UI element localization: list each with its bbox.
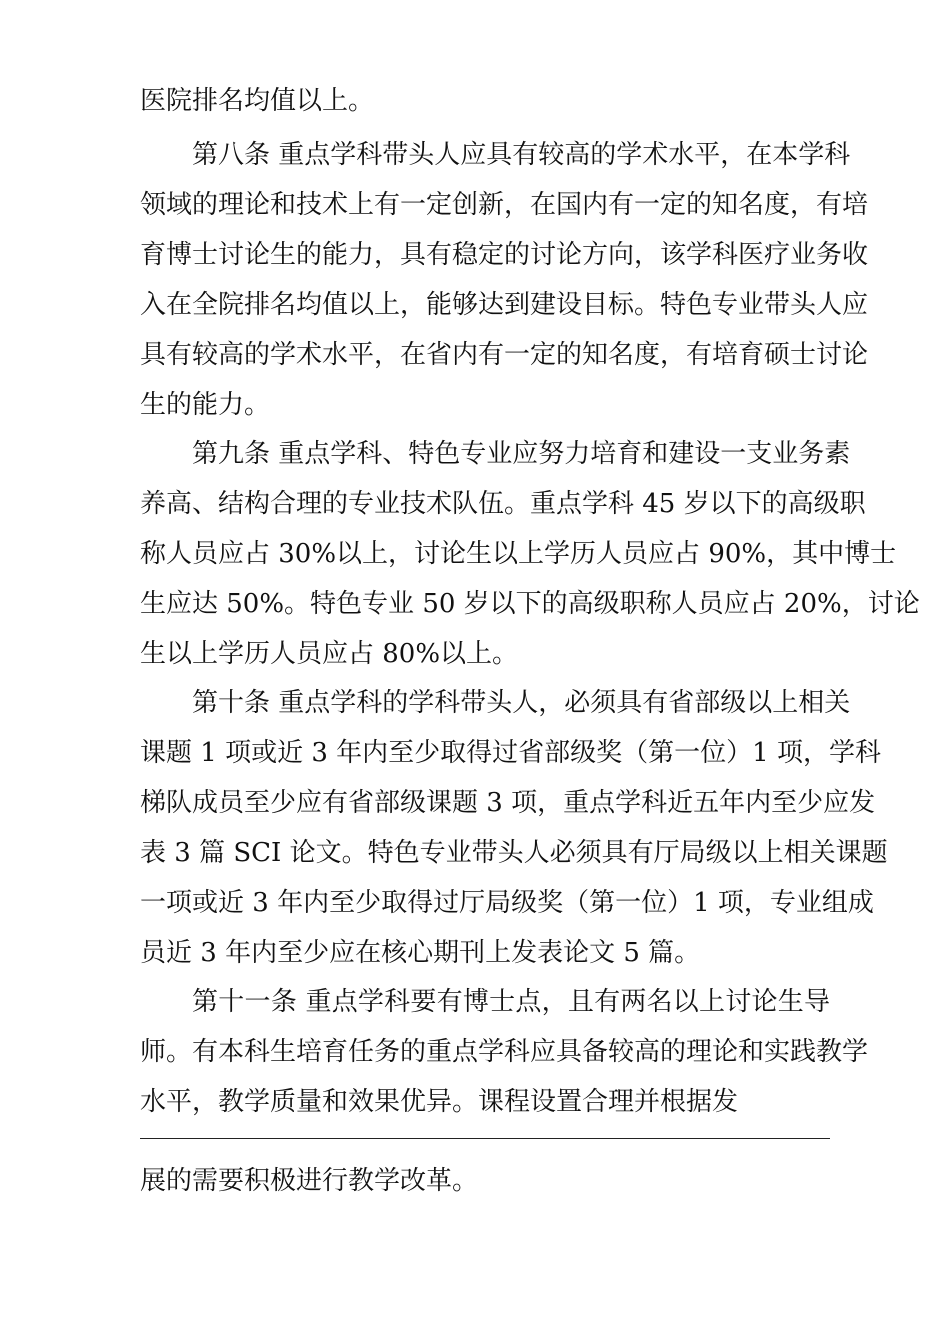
text-line: 梯队成员至少应有省部级课题 3 项，重点学科近五年内至少应发 [140,788,876,818]
text-line: 师。有本科生培育任务的重点学科应具备较高的理论和实践教学 [140,1037,869,1067]
article-11-heading-line: 第十一条 重点学科要有博士点，且有两名以上讨论生导 [192,987,830,1017]
text-line: 表 3 篇 SCI 论文。特色专业带头人必须具有厅局级以上相关课题 [140,838,888,868]
article-9-heading-line: 第九条 重点学科、特色专业应努力培育和建设一支业务素 [192,439,851,469]
text-line: 课题 1 项或近 3 年内至少取得过省部级奖（第一位）1 项，学科 [140,738,881,768]
text-line: 生的能力。 [140,390,271,420]
text-line: 养高、结构合理的专业技术队伍。重点学科 45 岁以下的高级职 [140,489,866,519]
text-line: 领域的理论和技术上有一定创新，在国内有一定的知名度，有培 [140,190,869,220]
text-line: 展的需要积极进行教学改革。 [140,1166,479,1196]
text-line: 生以上学历人员应占 80%以上。 [140,639,519,669]
text-line: 入在全院排名均值以上，能够达到建设目标。特色专业带头人应 [140,290,869,320]
text-line: 具有较高的学术水平，在省内有一定的知名度，有培育硕士讨论 [140,340,869,370]
text-line: 生应达 50%。特色专业 50 岁以下的高级职称人员应占 20%，讨论 [140,589,920,619]
text-line: 员近 3 年内至少应在核心期刊上发表论文 5 篇。 [140,938,701,968]
text-line: 医院排名均值以上。 [140,86,375,116]
text-line: 育博士讨论生的能力，具有稳定的讨论方向，该学科医疗业务收 [140,240,869,270]
text-line: 一项或近 3 年内至少取得过厅局级奖（第一位）1 项，专业组成 [140,888,874,918]
text-line: 水平，教学质量和效果优异。课程设置合理并根据发 [140,1087,739,1117]
text-line: 称人员应占 30%以上，讨论生以上学历人员应占 90%，其中博士 [140,539,897,569]
page-divider [140,1138,830,1139]
article-8-heading-line: 第八条 重点学科带头人应具有较高的学术水平，在本学科 [192,140,851,170]
article-10-heading-line: 第十条 重点学科的学科带头人，必须具有省部级以上相关 [192,688,851,718]
